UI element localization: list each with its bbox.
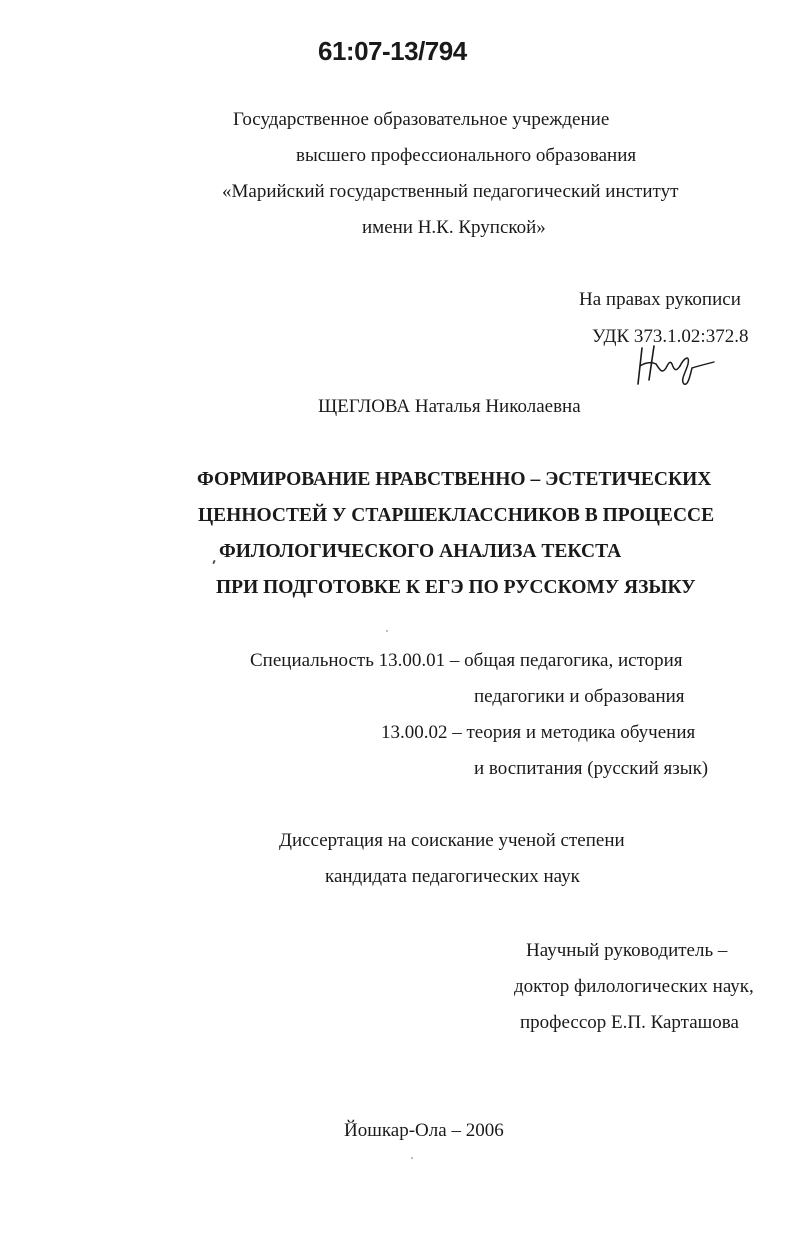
supervisor-line-1: Научный руководитель – bbox=[526, 940, 728, 961]
manuscript-rights-note: На правах рукописи bbox=[579, 289, 741, 310]
title-line-3: ФИЛОЛОГИЧЕСКОГО АНАЛИЗА ТЕКСТА bbox=[219, 541, 622, 562]
scan-speck bbox=[411, 1157, 413, 1159]
dissertation-line-2: кандидата педагогических наук bbox=[325, 866, 580, 887]
place-and-year: Йошкар-Ола – 2006 bbox=[344, 1120, 504, 1141]
author-name: ЩЕГЛОВА Наталья Николаевна bbox=[318, 396, 581, 417]
scan-speck bbox=[212, 560, 216, 564]
specialty-line-3: 13.00.02 – теория и методика обучения bbox=[381, 722, 696, 743]
udc-code: УДК 373.1.02:372.8 bbox=[592, 326, 749, 347]
supervisor-line-2: доктор филологических наук, bbox=[514, 976, 754, 997]
institution-line-1: Государственное образовательное учреждение bbox=[233, 109, 610, 130]
specialty-line-1: Специальность 13.00.01 – общая педагогика, история bbox=[250, 650, 683, 671]
supervisor-line-3: профессор Е.П. Карташова bbox=[520, 1012, 739, 1033]
institution-line-3: «Марийский государственный педагогический институт bbox=[222, 181, 679, 202]
dissertation-line-1: Диссертация на соискание ученой степени bbox=[279, 830, 625, 851]
archive-code: 61:07-13/794 bbox=[318, 36, 467, 66]
institution-line-4: имени Н.К. Крупской» bbox=[362, 217, 546, 238]
specialty-line-4: и воспитания (русский язык) bbox=[474, 758, 709, 779]
specialty-line-2: педагогики и образования bbox=[474, 686, 685, 707]
institution-line-2: высшего профессионального образования bbox=[296, 145, 637, 166]
handwritten-signature bbox=[636, 340, 716, 390]
scan-speck bbox=[386, 630, 388, 632]
title-line-4: ПРИ ПОДГОТОВКЕ К ЕГЭ ПО РУССКОМУ ЯЗЫКУ bbox=[216, 577, 696, 598]
title-line-1: ФОРМИРОВАНИЕ НРАВСТВЕННО – ЭСТЕТИЧЕСКИХ bbox=[197, 469, 712, 490]
title-line-2: ЦЕННОСТЕЙ У СТАРШЕКЛАССНИКОВ В ПРОЦЕССЕ bbox=[198, 505, 715, 526]
